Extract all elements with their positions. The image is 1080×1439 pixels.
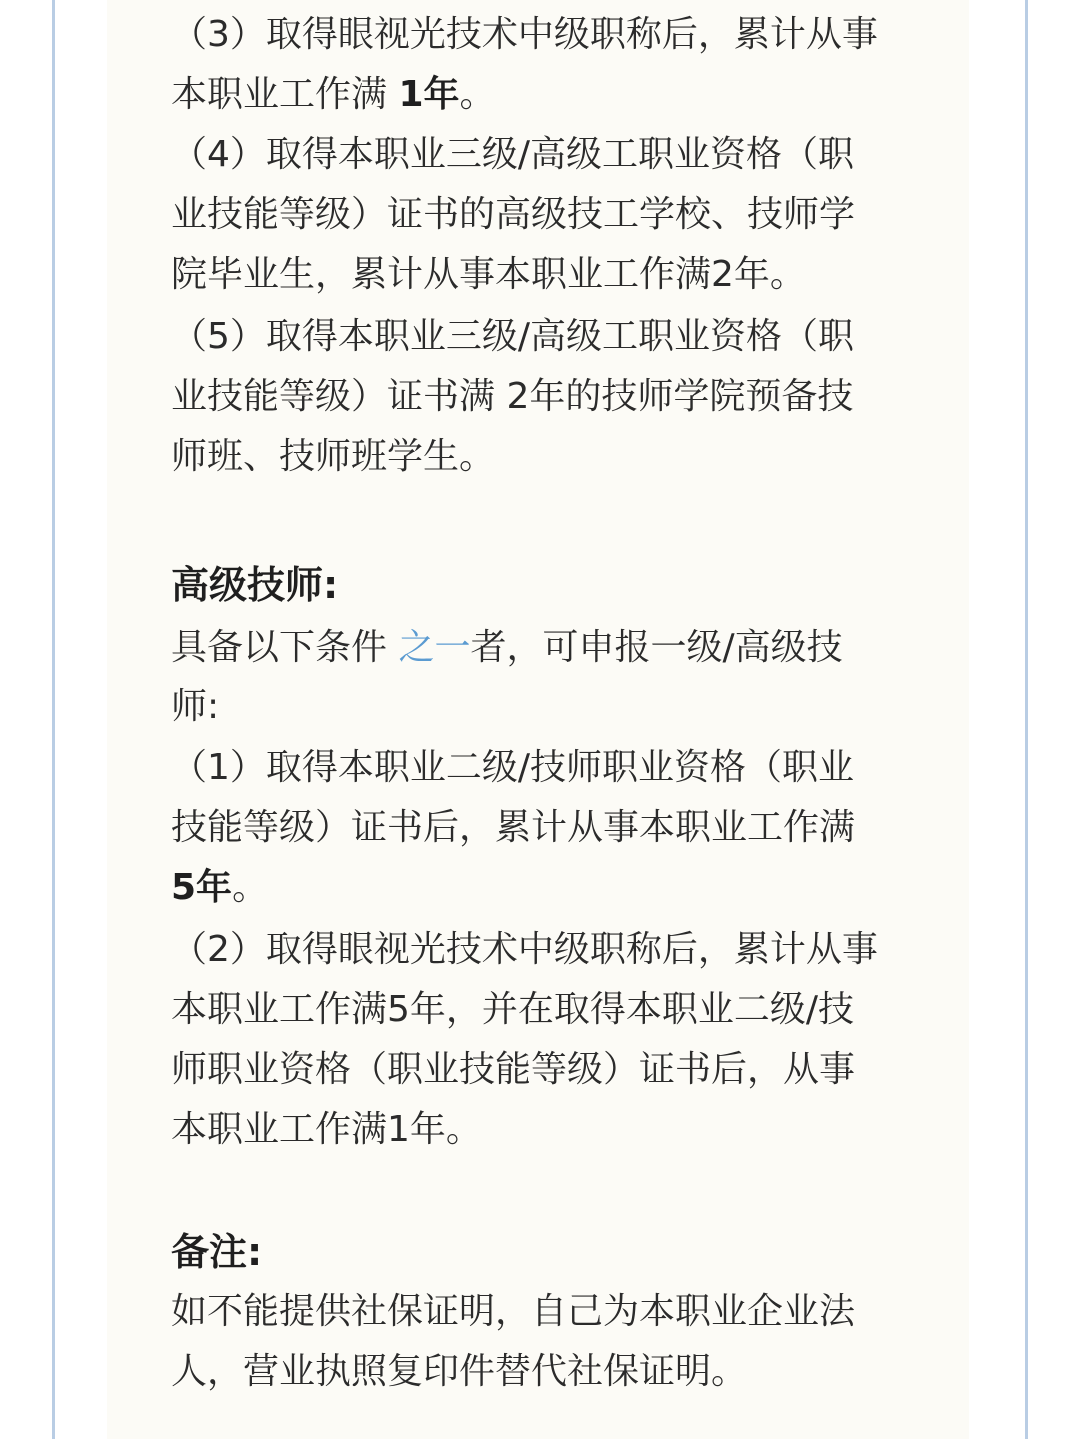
item-3-line-2-prefix: 本职业工作满 [171, 74, 399, 115]
advanced-item-2-line-3: 师职业资格（职业技能等级）证书后，从事 [171, 1049, 856, 1090]
advanced-technician-heading: 高级技师: [171, 563, 339, 607]
advanced-item-2-line-2: 本职业工作满5年，并在取得本职业二级/技 [171, 989, 855, 1030]
item-3-line-1: （3）取得眼视光技术中级职称后，累计从事 [171, 14, 878, 55]
advanced-intro-suffix: 者，可申报一级/高级技 [470, 627, 843, 668]
item-3-line-2-suffix: 。 [459, 74, 496, 115]
notes-line-2: 人，营业执照复印件替代社保证明。 [171, 1351, 748, 1392]
advanced-item-1-duration: 5年 [171, 867, 233, 908]
advanced-item-2-line-1: （2）取得眼视光技术中级职称后，累计从事 [171, 929, 878, 970]
frame-border-right [1025, 0, 1028, 1439]
item-4-line-2: 业技能等级）证书的高级技工学校、技师学 [171, 194, 856, 235]
item-3-line-2 [171, 65, 496, 125]
advanced-item-1-line-2: 技能等级）证书后，累计从事本职业工作满 [171, 807, 856, 848]
advanced-item-1-line-3 [171, 858, 268, 918]
frame-border-left [52, 0, 55, 1439]
advanced-intro-highlight: 之一 [398, 627, 471, 668]
item-4-line-3: 院毕业生，累计从事本职业工作满2年。 [171, 254, 806, 295]
item-4-line-1: （4）取得本职业三级/高级工职业资格（职 [171, 134, 855, 175]
advanced-intro-line-2: 师: [171, 686, 220, 727]
notes-line-1: 如不能提供社保证明，自己为本职业企业法 [171, 1291, 856, 1332]
advanced-intro-prefix: 具备以下条件 [171, 627, 399, 668]
advanced-item-2-line-4: 本职业工作满1年。 [171, 1109, 482, 1150]
item-5-line-2: 业技能等级）证书满 2年的技师学院预备技 [171, 376, 854, 417]
advanced-item-1-end: 。 [232, 867, 269, 908]
item-3-duration: 1年 [398, 74, 460, 115]
advanced-intro-line-1 [171, 618, 843, 678]
notes-heading: 备注: [171, 1230, 263, 1274]
item-5-line-3: 师班、技师班学生。 [171, 436, 496, 477]
item-5-line-1: （5）取得本职业三级/高级工职业资格（职 [171, 316, 855, 357]
advanced-item-1-line-1: （1）取得本职业二级/技师职业资格（职业 [171, 747, 855, 788]
